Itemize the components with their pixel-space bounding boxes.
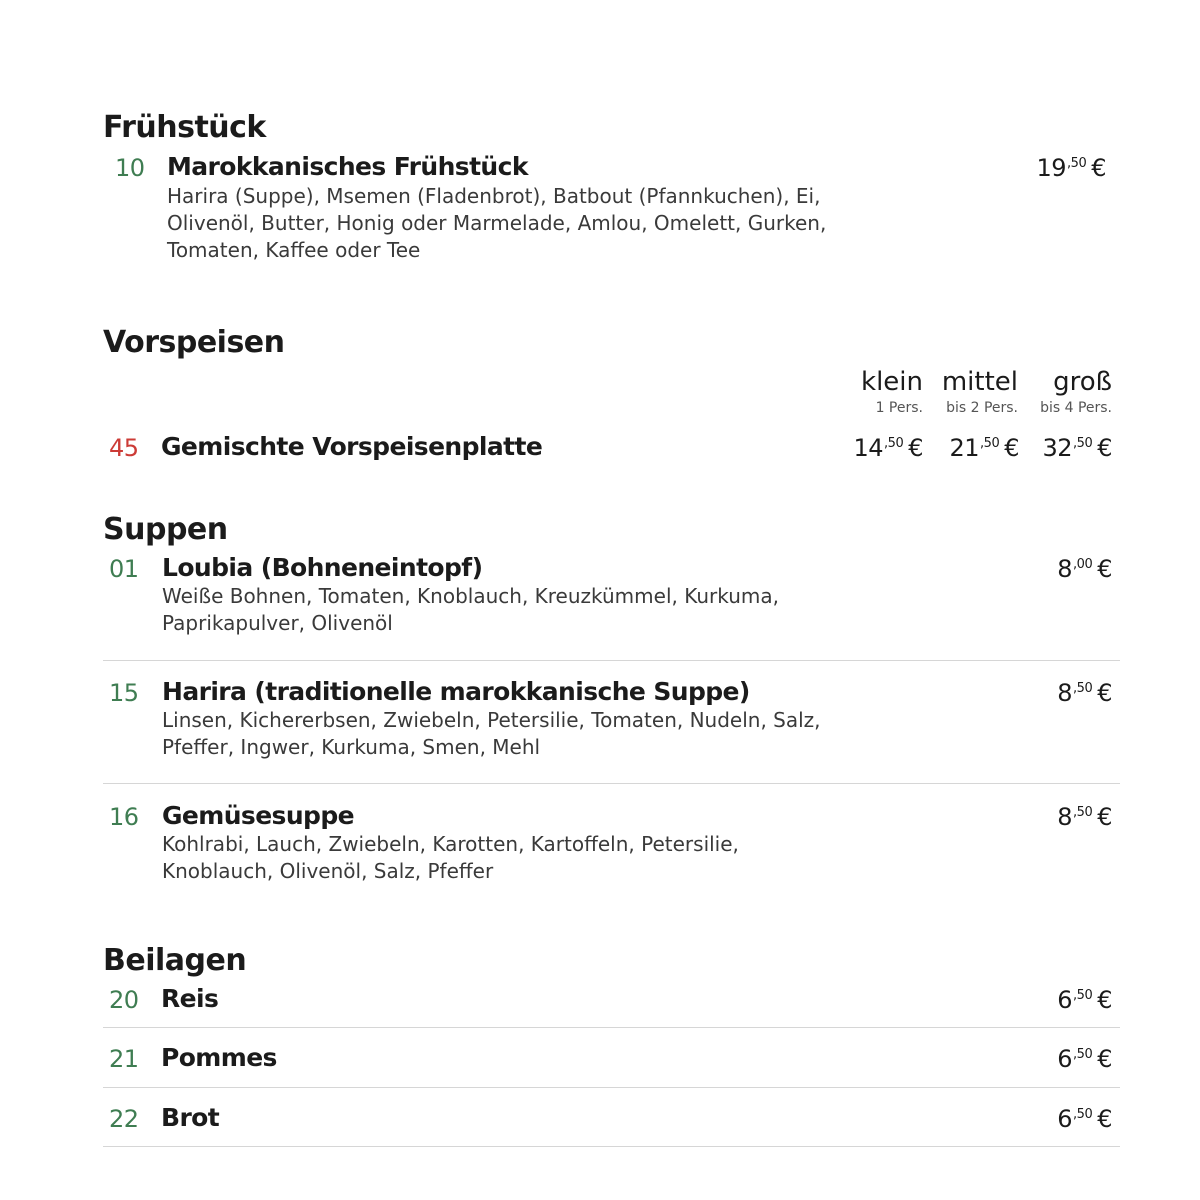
item-name: Harira (traditionelle marokkanische Suppe)	[162, 677, 750, 706]
size-sub-small: 1 Pers.	[875, 400, 923, 416]
size-sub-medium: bis 2 Pers.	[946, 400, 1018, 416]
divider	[103, 783, 1120, 784]
price-main: 19	[1036, 154, 1067, 182]
item-price: $8^{,00}$ €	[1057, 555, 1112, 583]
item-price: $6^{,50}$ €	[1057, 986, 1112, 1014]
size-label-small: klein	[861, 367, 923, 397]
item-description	[162, 707, 821, 761]
description-line: Knoblauch, Olivenöl, Salz, Pfeffer	[162, 859, 494, 883]
item-name: Brot	[161, 1103, 220, 1132]
item-name: Reis	[161, 984, 219, 1013]
item-price: $8^{,50}$ €	[1057, 803, 1112, 831]
section-title-starters: Vorspeisen	[103, 325, 285, 360]
description-line: Weiße Bohnen, Tomaten, Knoblauch, Kreuzkümmel, Kurkuma,	[162, 584, 779, 608]
section-title-soups: Suppen	[103, 512, 228, 547]
description-line: Pfeffer, Ingwer, Kurkuma, Smen, Mehl	[162, 735, 541, 759]
item-price-large: $32^{,50}$ €	[1042, 434, 1112, 462]
item-number: 01	[109, 555, 139, 583]
divider	[103, 660, 1120, 661]
size-sub-large: bis 4 Pers.	[1040, 400, 1112, 416]
description-line: Paprikapulver, Olivenöl	[162, 611, 393, 635]
item-number: 20	[109, 986, 139, 1014]
item-name: Pommes	[161, 1043, 277, 1072]
divider	[103, 1027, 1120, 1028]
size-label-medium: mittel	[941, 367, 1018, 397]
item-number: 22	[109, 1105, 139, 1133]
item-price: $6^{,50}$ €	[1057, 1045, 1112, 1073]
item-number: 10	[115, 154, 145, 182]
item-name: Gemischte Vorspeisenplatte	[161, 432, 543, 461]
item-price-medium: $21^{,50}$ €	[949, 434, 1019, 462]
description-line: Olivenöl, Butter, Honig oder Marmelade, Amlou, Omelett, Gurken,	[167, 211, 827, 235]
section-title-sides: Beilagen	[103, 943, 247, 978]
item-number: 15	[109, 679, 139, 707]
size-label-large: groß	[1053, 367, 1112, 397]
item-name: Gemüsesuppe	[162, 801, 354, 830]
item-description	[167, 183, 826, 264]
item-name: Loubia (Bohneneintopf)	[162, 553, 483, 582]
item-description	[162, 831, 739, 885]
description-line: Harira (Suppe), Msemen (Fladenbrot), Batbout (Pfannkuchen), Ei,	[167, 184, 821, 208]
section-title-breakfast: Frühstück	[103, 110, 266, 145]
item-number: 45	[109, 434, 139, 462]
item-price-small: $14^{,50}$ €	[853, 434, 923, 462]
price-currency: €	[1091, 154, 1106, 182]
item-name: Marokkanisches Frühstück	[167, 152, 528, 181]
description-line: Tomaten, Kaffee oder Tee	[167, 238, 421, 262]
price-cents: ,50	[1067, 156, 1087, 171]
description-line: Linsen, Kichererbsen, Zwiebeln, Petersilie, Tomaten, Nudeln, Salz,	[162, 708, 821, 732]
item-description	[162, 583, 779, 637]
item-price: $8^{,50}$ €	[1057, 679, 1112, 707]
item-number: 16	[109, 803, 139, 831]
divider	[103, 1146, 1120, 1147]
item-price	[1036, 156, 1106, 180]
description-line: Kohlrabi, Lauch, Zwiebeln, Karotten, Kartoffeln, Petersilie,	[162, 832, 739, 856]
item-number: 21	[109, 1045, 139, 1073]
item-price: $6^{,50}$ €	[1057, 1105, 1112, 1133]
divider	[103, 1087, 1120, 1088]
